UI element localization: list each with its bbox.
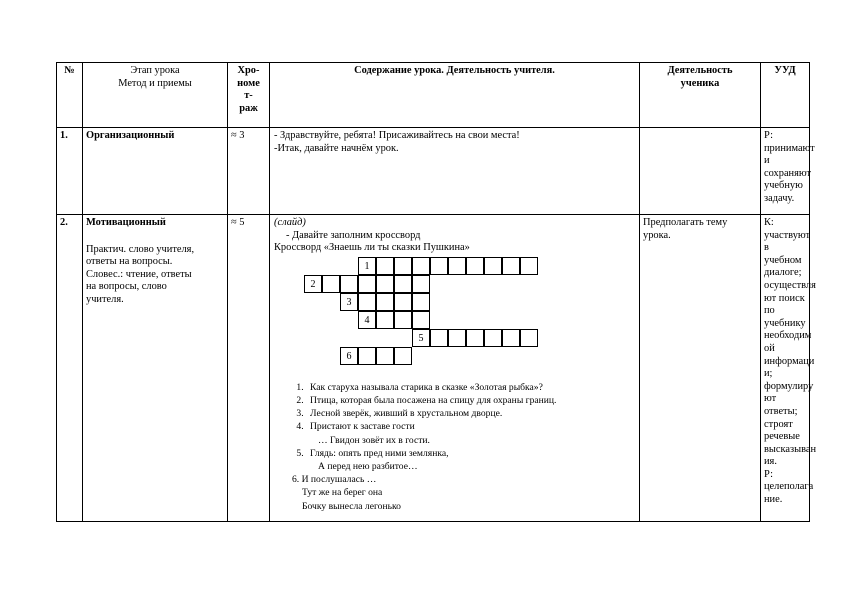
uud-line: диалоге; (764, 267, 802, 279)
method-line: ответы на вопросы. (86, 256, 173, 268)
row-number: 2. (57, 215, 83, 522)
crossword-cell (448, 257, 466, 275)
header-time (228, 63, 270, 128)
crossword-cell (412, 311, 430, 329)
uud-line: К: (764, 217, 774, 228)
uud-line: учебную (764, 180, 803, 192)
header-content: Содержание урока. Деятельность учителя. (270, 63, 640, 128)
uud-line: речевые (764, 431, 800, 443)
uud-line: ия. (764, 456, 777, 468)
method-line: Словес.: чтение, ответы (86, 268, 192, 280)
slide-label: (слайд) (274, 217, 306, 228)
clue-item: 4. Пристают к заставе гости … Гвидон зовёт их в гости. (306, 420, 636, 446)
uud-line: ние. (764, 494, 783, 506)
header-stage (83, 63, 228, 128)
uud-line: участвуют (764, 229, 811, 241)
teacher-content (270, 128, 640, 215)
uud-line: и (764, 155, 770, 167)
time-estimate: ≈ 5 (228, 215, 270, 522)
crossword-cell (358, 293, 376, 311)
header-time-line: раж (239, 102, 258, 114)
crossword-number-cell: 3 (340, 293, 358, 311)
header-student-line1: Деятельность (667, 65, 733, 76)
crossword-title: Кроссворд «Знаешь ли ты сказки Пушкина» (274, 242, 470, 254)
uud-line: задачу. (764, 192, 795, 204)
header-time-line: т- (244, 90, 253, 102)
crossword-cell (376, 257, 394, 275)
student-activity: Предполагать тему урока. (640, 215, 761, 522)
clue-continuation: … Гвидон зовёт их в гости. (318, 434, 430, 446)
crossword-cell (394, 275, 412, 293)
crossword-cell (520, 329, 538, 347)
content-line: -Итак, давайте начнём урок. (274, 142, 399, 154)
crossword-cell (358, 275, 376, 293)
crossword-cell (394, 347, 412, 365)
header-uud: УУД (761, 63, 810, 128)
uud-line: ют поиск (764, 292, 805, 304)
uud-line: Р: (764, 130, 774, 141)
clue-six-line: Бочку вынесла легонько (302, 500, 401, 512)
crossword-cell (340, 275, 358, 293)
teacher-content (270, 215, 640, 522)
uud-line: сохраняют (764, 167, 812, 179)
crossword-cell (412, 293, 430, 311)
crossword-cell (466, 329, 484, 347)
crossword-cell (412, 257, 430, 275)
uud-line: осуществля (764, 279, 816, 291)
uud-line: ют ответы; (764, 393, 798, 417)
crossword-number-cell: 2 (304, 275, 322, 293)
crossword-cell (376, 293, 394, 311)
stage-name: Мотивационный (86, 217, 166, 228)
crossword-cell (448, 329, 466, 347)
crossword-number-cell: 4 (358, 311, 376, 329)
clue-six-line: 6. И послушалась … (292, 474, 377, 486)
uud-line: необходим (764, 330, 812, 342)
uud-line: информаци (764, 355, 815, 367)
crossword-cell (430, 257, 448, 275)
lesson-plan-table (56, 62, 817, 522)
row-number: 1. (57, 128, 83, 215)
uud-line: ой (764, 342, 775, 354)
uud-cell (761, 215, 817, 522)
header-time-line: Хро- (237, 65, 260, 76)
crossword-cell (394, 293, 412, 311)
method-notes (86, 244, 224, 307)
uud-line: и; (764, 368, 773, 380)
uud-line: высказыван (764, 443, 817, 455)
crossword-cell (358, 347, 376, 365)
clue-list (274, 381, 636, 473)
header-stage-line1: Этап урока (130, 65, 180, 76)
header-number: № (57, 63, 83, 128)
crossword-cell (466, 257, 484, 275)
uud-line: по (764, 305, 775, 317)
header-time-line: номе (237, 77, 260, 89)
uud-line: целеполага (764, 481, 814, 493)
uud-line: в учебном (764, 242, 802, 266)
crossword-number-cell: 6 (340, 347, 358, 365)
crossword-cell (484, 329, 502, 347)
time-estimate: ≈ 3 (228, 128, 270, 215)
crossword-cell (484, 257, 502, 275)
crossword-cell (412, 275, 430, 293)
crossword-cell (322, 275, 340, 293)
uud-line: формулиру (764, 380, 814, 392)
header-student (640, 63, 761, 128)
crossword-grid (274, 257, 636, 379)
crossword-number-cell: 1 (358, 257, 376, 275)
uud-line: учебнику (764, 317, 806, 329)
crossword-cell (502, 329, 520, 347)
stage-name: Организационный (83, 128, 228, 215)
header-student-line2: ученика (680, 77, 720, 89)
clue-item: 1. Как старуха называла старика в сказке «Золотая рыбка»? (306, 381, 636, 394)
uud-line: строят (764, 418, 793, 430)
crossword-cell (520, 257, 538, 275)
uud-line: Р: (764, 468, 774, 480)
student-activity (640, 128, 761, 215)
clue-six-line: Тут же на берег она (302, 487, 383, 499)
clue-item: 2. Птица, которая была посажена на спицу для охраны границ. (306, 394, 636, 407)
crossword-cell (394, 257, 412, 275)
header-stage-line2: Метод и приемы (118, 77, 192, 89)
content-line: - Здравствуйте, ребята! Присаживайтесь на свои места! (274, 130, 520, 141)
uud-cell (761, 128, 815, 215)
crossword-cell (430, 329, 448, 347)
crossword-cell (376, 275, 394, 293)
clue-item: 3. Лесной зверёк, живший в хрустальном дворце. (306, 407, 636, 420)
table-row-motivational (57, 215, 810, 522)
intro-line: - Давайте заполним кроссворд (286, 229, 421, 241)
method-line: учителя. (86, 293, 124, 305)
stage-cell (83, 215, 228, 522)
method-line: Практич. слово учителя, (86, 243, 195, 255)
clue-item: 5. Глядь: опять пред ними землянка, А перед нею разбитое… (306, 447, 636, 473)
crossword-cell (394, 311, 412, 329)
clue-continuation: А перед нею разбитое… (318, 461, 418, 472)
uud-line: принимают (764, 142, 815, 154)
crossword-cell (376, 347, 394, 365)
crossword-cell (376, 311, 394, 329)
crossword-cell (502, 257, 520, 275)
header-row (57, 63, 810, 128)
clue-six (274, 473, 636, 513)
crossword-number-cell: 5 (412, 329, 430, 347)
table-row-organizational (57, 128, 810, 215)
method-line: на вопросы, слово (86, 281, 167, 293)
